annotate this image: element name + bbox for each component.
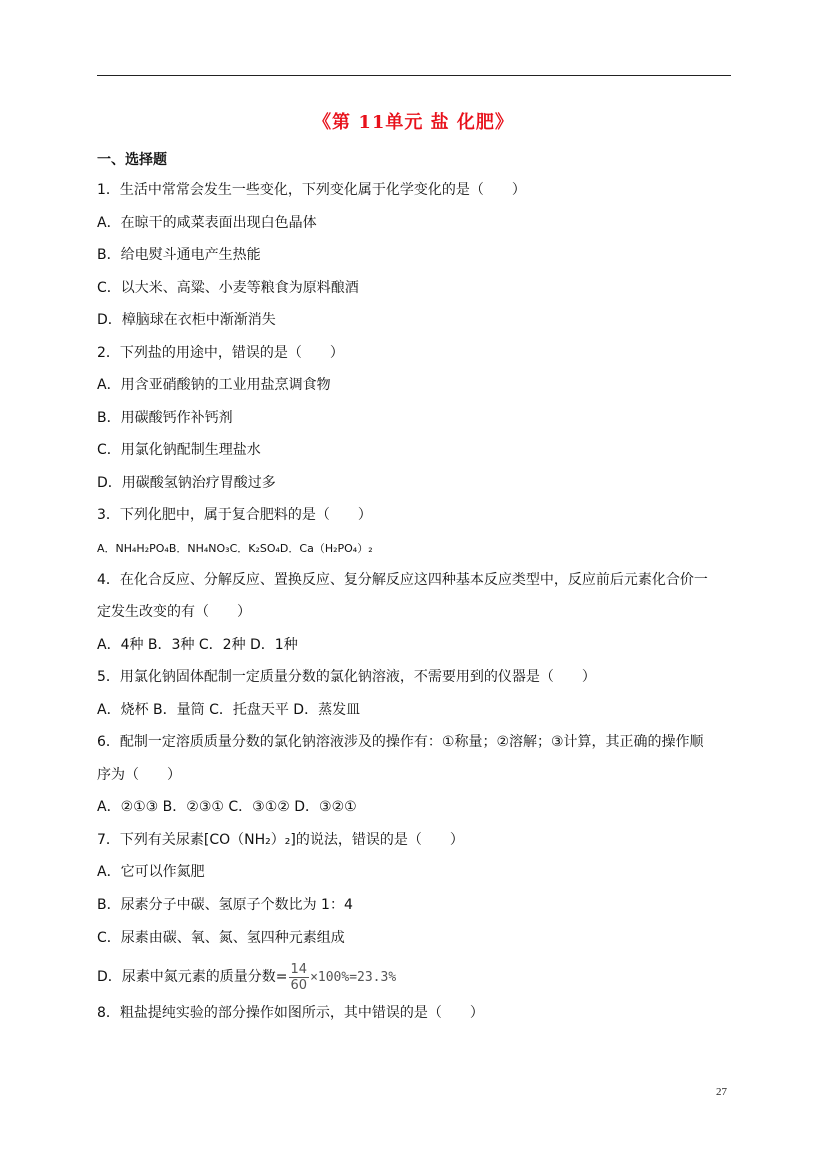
q2-option-b: B．用碳酸钙作补钙剂 [97,410,233,426]
q2-option-a: A．用含亚硝酸钠的工业用盐烹调食物 [97,377,331,393]
q7-option-c: C．尿素由碳、氧、氮、氢四种元素组成 [97,930,345,946]
question-3: 3．下列化肥中，属于复合肥料的是（ ） [97,507,372,523]
fraction-denominator: 60 [290,977,308,993]
question-4-cont: 定发生改变的有（ ） [97,604,251,620]
question-2: 2．下列盐的用途中，错误的是（ ） [97,345,344,361]
formula-result: ×100%=23.3% [310,970,397,985]
q5-options: A．烧杯 B．量筒 C．托盘天平 D．蒸发皿 [97,702,361,718]
q7-option-d [97,960,396,995]
question-6-cont: 序为（ ） [97,767,181,783]
question-7: 7．下列有关尿素[CO（NH₂）₂]的说法，错误的是（ ） [97,832,464,848]
question-1: 1．生活中常常会发生一些变化，下列变化属于化学变化的是（ ） [97,182,526,198]
question-8: 8．粗盐提纯实验的部分操作如图所示，其中错误的是（ ） [97,1005,484,1021]
q2-option-d: D．用碳酸氢钠治疗胃酸过多 [97,475,276,491]
q1-option-c: C．以大米、高粱、小麦等粮食为原料酿酒 [97,280,359,296]
q2-option-c: C．用氯化钠配制生理盐水 [97,442,261,458]
fraction-numerator: 14 [290,961,308,977]
mass-fraction [289,962,310,993]
q1-option-a: A．在晾干的咸菜表面出现白色晶体 [97,215,317,231]
section-heading: 一、选择题 [97,152,167,168]
q1-option-d: D．樟脑球在衣柜中渐渐消失 [97,312,276,328]
q7-option-d-text: D．尿素中氮元素的质量分数= [97,969,288,985]
q7-option-a: A．它可以作氮肥 [97,864,205,880]
q3-options: A．NH₄H₂PO₄B．NH₄NO₃C．K₂SO₄D．Ca（H₂PO₄）₂ [97,542,373,555]
q1-option-b: B．给电熨斗通电产生热能 [97,247,261,263]
page-number: 27 [716,1086,727,1098]
q4-options: A．4种 B．3种 C．2种 D．1种 [97,637,298,653]
page-title: 《第 11单元 盐 化肥》 [313,112,514,133]
q6-options: A．②①③ B．②③① C．③①② D．③②① [97,799,357,815]
q7-option-b: B．尿素分子中碳、氢原子个数比为 1：4 [97,897,353,913]
question-5: 5．用氯化钠固体配制一定质量分数的氯化钠溶液，不需要用到的仪器是（ ） [97,669,596,685]
question-4: 4．在化合反应、分解反应、置换反应、复分解反应这四种基本反应类型中，反应前后元素化合价一 [97,572,708,588]
header-rule [97,75,731,76]
question-6: 6．配制一定溶质质量分数的氯化钠溶液涉及的操作有：①称量；②溶解；③计算，其正确的操作顺 [97,734,704,750]
